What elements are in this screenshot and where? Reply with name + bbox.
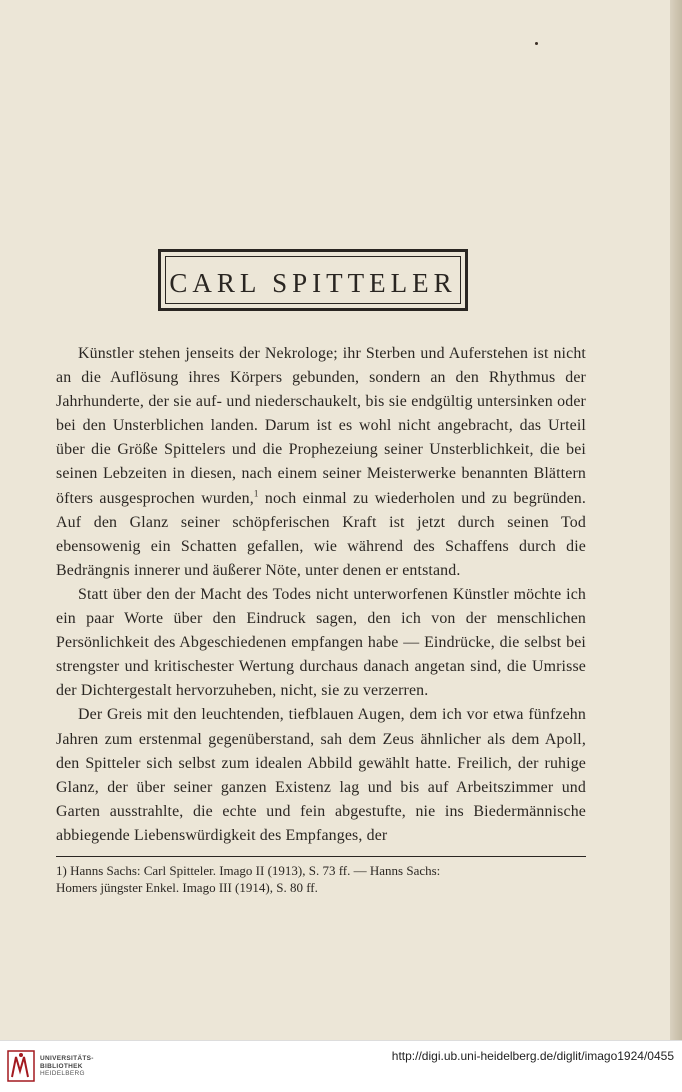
paragraph-1-text: Künstler stehen jenseits der Nekrologe; ihr Sterben und Auferstehen ist nicht an die Auflösung ihres Körpers gebunden, sondern an den Rhythmus der Jahrhunderte, der sie auf- und niederschaukelt, bis sie endgültig untersinken oder bei den Unsterblichen landen. Darum ist es wohl nicht angebracht, das Urteil über die Größe Spittelers und die Prophezeiung seiner Unsterblichkeit, die bei seinen Lebzeiten in diesen, nach einem seiner Meisterwerke benannten Blättern öfters ausgesprochen wurden, [56,345,586,507]
footnote-line-1: 1) Hanns Sachs: Carl Spitteler. Imago II (1913), S. 73 ff. — Hanns Sachs: [56,863,441,878]
footnote [56,862,596,896]
footnote-marker[interactable]: 1 [253,488,259,499]
paragraph-3: Der Greis mit den leuchtenden, tiefblauen Augen, dem ich vor etwa fünfzehn Jahren zum erstenmal gegenüberstand, sah dem Zeus ähnlicher als dem Apoll, den Spitteler sich selbst zum idealen Abbild gewählt hatte. Freilich, der ruhige Glanz, der über seiner ganzen Existenz lag und bis auf Arbeitszimmer und Garten ausstrahlte, die echte und fein abgestufte, nie ins Biedermännische abbiegende Liebenswürdigkeit des Empfanges, der [56,706,586,844]
university-seal-icon[interactable] [6,1049,36,1083]
article-title: CARL SPITTELER [169,268,457,298]
page-edge-shadow [670,0,682,1040]
footnote-divider [56,856,586,857]
permalink-url[interactable]: http://digi.ub.uni-heidelberg.de/diglit/imago1924/0455 [391,1049,674,1063]
viewer-footer [0,1040,682,1092]
paragraph-1-text-cont: noch einmal zu wiederholen und zu begründen. Auf den Glanz seiner schöpferischen Kraft ist jetzt durch seinen Tod ebensowenig ein Schatten gefallen, wie während des Schaffens durch die Bedrängnis innerer und äußerer Nöte, unter denen er entstand. [56,489,586,579]
library-name-line-3: HEIDELBERG [40,1070,85,1077]
paragraph-1 [56,342,586,583]
library-name [40,1055,94,1078]
ink-speck [535,42,538,45]
library-name-line-1: UNIVERSITÄTS- [40,1055,94,1062]
library-name-line-2: BIBLIOTHEK [40,1062,83,1070]
footnote-line-2: Homers jüngster Enkel. Imago III (1914), S. 80 ff. [56,880,318,895]
article-body [56,342,586,848]
title-frame [158,249,468,311]
paragraph-2: Statt über den der Macht des Todes nicht unterworfenen Künstler möchte ich ein paar Worte über den Eindruck sagen, den ich von der menschlichen Persönlichkeit des Abgeschiedenen empfangen habe — Eindrücke, die selbst bei strengster und kritischester Wertung durchaus danach angetan sind, die Umrisse der Dichtergestalt hervorzuheben, nicht, sie zu verzerren. [56,585,586,700]
